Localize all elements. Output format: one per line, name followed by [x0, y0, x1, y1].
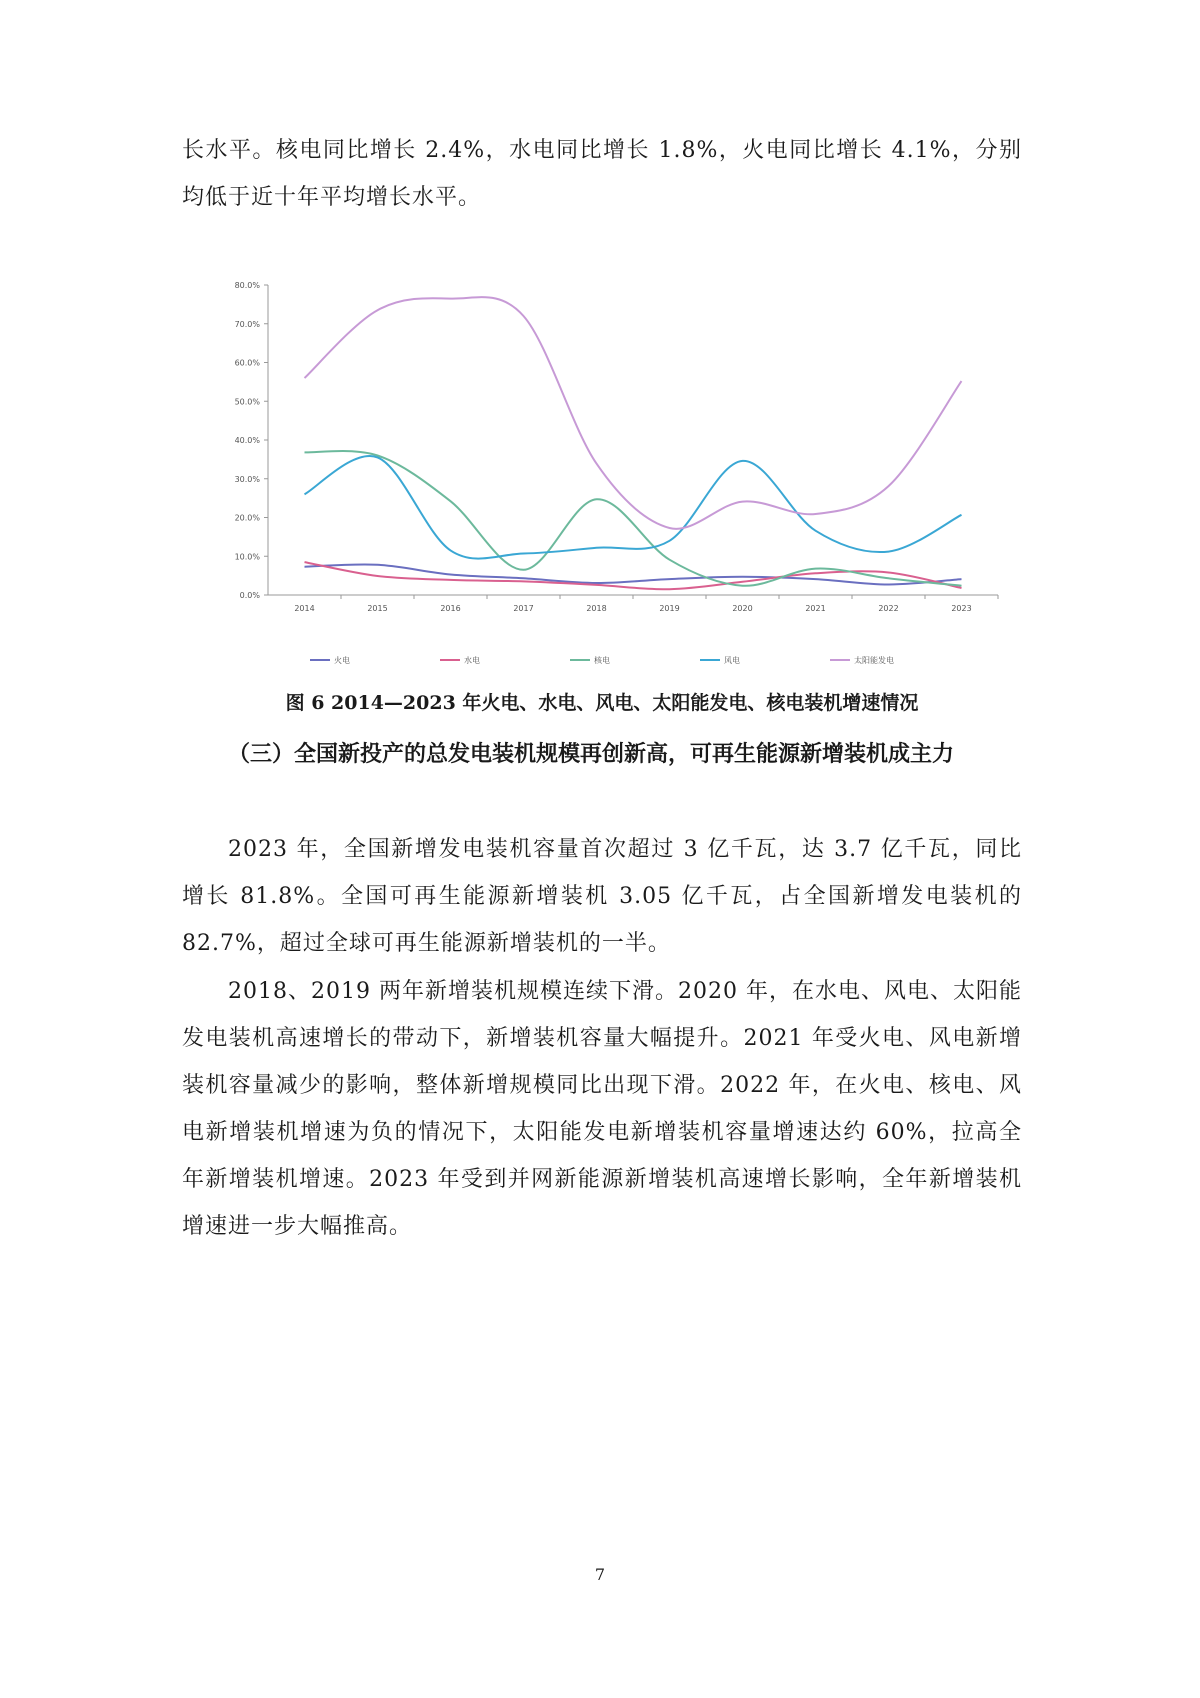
legend-label: 水电	[464, 656, 480, 665]
y-tick-label: 40.0%	[234, 436, 260, 445]
y-tick-label: 20.0%	[234, 513, 260, 523]
legend-label: 核电	[594, 656, 610, 665]
legend-label: 太阳能发电	[854, 656, 894, 665]
x-tick-label: 2018	[586, 604, 607, 613]
x-tick-label: 2022	[878, 604, 899, 613]
x-tick-label: 2020	[732, 604, 753, 613]
x-tick-label: 2021	[805, 604, 826, 613]
x-tick-label: 2014	[294, 604, 315, 613]
series-line-4	[305, 297, 962, 529]
figure-caption: 图 6 2014—2023 年火电、水电、风电、太阳能发电、核电装机增速情况	[285, 692, 919, 714]
legend-label: 火电	[334, 656, 350, 665]
section-heading: （三）全国新投产的总发电装机规模再创新高，可再生能源新增装机成主力	[228, 741, 955, 767]
x-tick-label: 2019	[659, 604, 680, 613]
x-tick-label: 2017	[513, 604, 534, 613]
y-tick-label: 60.0%	[234, 358, 260, 368]
intro-paragraph: 长水平。核电同比增长 2.4%，水电同比增长 1.8%，火电同比增长 4.1%，分别均低于近十年平均增长水平。	[182, 138, 1022, 210]
line-chart	[220, 270, 1010, 680]
y-tick-label: 70.0%	[234, 319, 260, 329]
paragraph-new-capacity: 2023 年，全国新增发电装机容量首次超过 3 亿千瓦，达 3.7 亿千瓦，同比增长 81.8%。全国可再生能源新增装机 3.05 亿千瓦，占全国新增发电装机的 82.7%，超过全球可再生能源新增装机的一半。	[182, 837, 1022, 956]
y-tick-label: 0.0%	[239, 591, 260, 600]
y-tick-label: 30.0%	[234, 474, 260, 484]
paragraph-trend: 2018、2019 两年新增装机规模连续下滑。2020 年，在水电、风电、太阳能发电装机高速增长的带动下，新增装机容量大幅提升。2021 年受火电、风电新增装机容量减少的影响，整体新增规模同比出现下滑。2022 年，在火电、核电、风电新增装机增速为负的情况下，太阳能发电新增装机容量增速达约 60%，拉高全年新增装机增速。2023 年受到并网新能源新增装机高速增长影响，全年新增装机增速进一步大幅推高。	[182, 979, 1023, 1239]
page-number: 7	[594, 1565, 606, 1584]
x-tick-label: 2023	[951, 604, 972, 613]
y-tick-label: 10.0%	[234, 552, 260, 562]
y-tick-label: 50.0%	[234, 397, 260, 407]
series-line-2	[305, 451, 962, 586]
series-line-1	[305, 562, 962, 589]
legend-label: 风电	[724, 656, 740, 665]
x-tick-label: 2016	[440, 604, 461, 613]
x-tick-label: 2015	[367, 604, 388, 613]
y-tick-label: 80.0%	[234, 281, 260, 290]
figure-chart	[220, 270, 1010, 680]
